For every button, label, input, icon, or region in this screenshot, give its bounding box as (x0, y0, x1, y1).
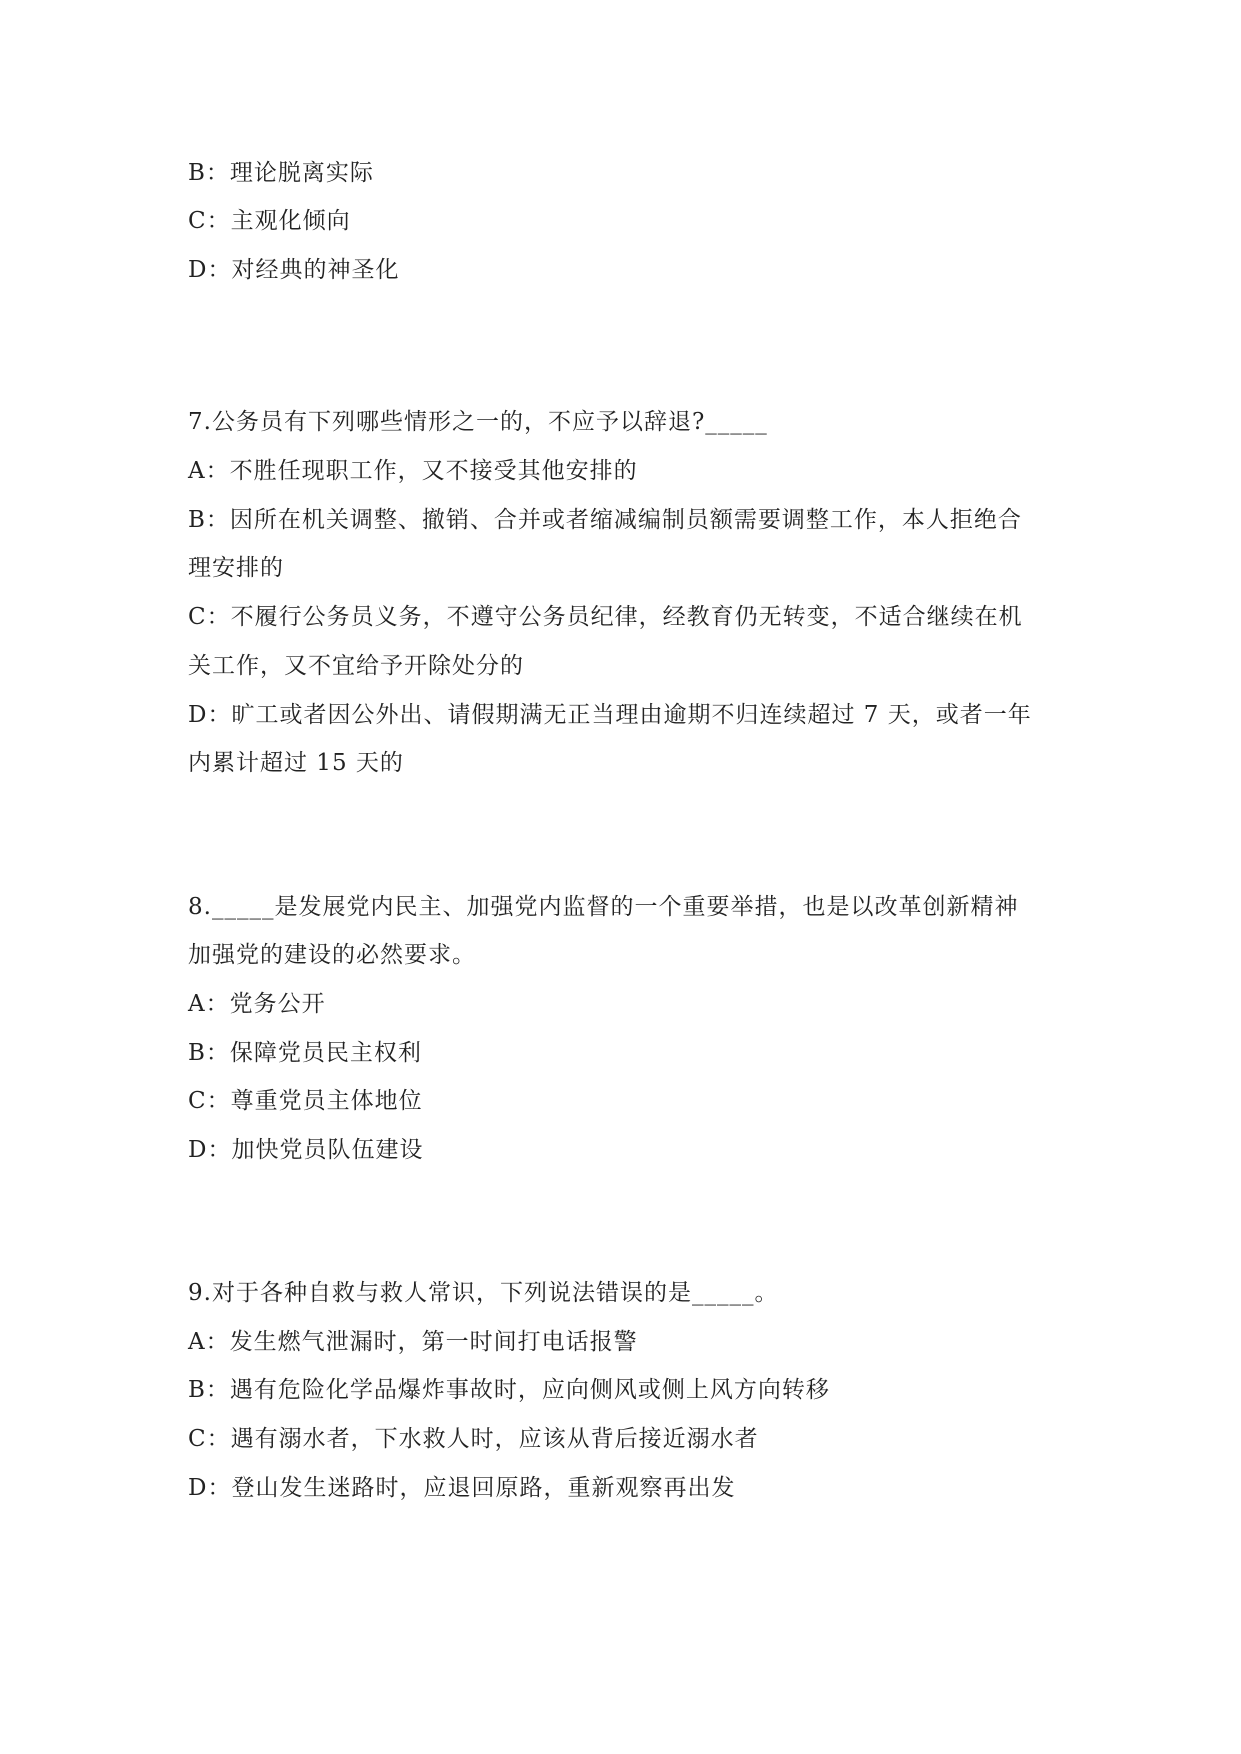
q8-option-a: A：党务公开 (188, 991, 326, 1017)
q9-option-b: B：遇有危险化学品爆炸事故时，应向侧风或侧上风方向转移 (188, 1377, 830, 1403)
q8-stem-cont: 加强党的建设的必然要求。 (188, 942, 476, 968)
q8-option-c: C：尊重党员主体地位 (188, 1088, 423, 1114)
q7-option-c-cont: 关工作，又不宜给予开除处分的 (188, 653, 524, 679)
q8-option-b: B：保障党员民主权利 (188, 1040, 422, 1066)
q6-option-c: C：主观化倾向 (188, 208, 351, 234)
q9-option-c: C：遇有溺水者，下水救人时，应该从背后接近溺水者 (188, 1426, 759, 1452)
q7-option-d: D：旷工或者因公外出、请假期满无正当理由逾期不归连续超过 7 天，或者一年 (188, 702, 1032, 728)
q7-option-b-cont: 理安排的 (188, 555, 284, 581)
q7-option-c: C：不履行公务员义务，不遵守公务员纪律，经教育仍无转变，不适合继续在机 (188, 604, 1023, 630)
q7-option-d-cont: 内累计超过 15 天的 (188, 750, 404, 776)
q9-stem: 9.对于各种自救与救人常识，下列说法错误的是_____。 (188, 1280, 779, 1306)
q9-option-d: D：登山发生迷路时，应退回原路，重新观察再出发 (188, 1475, 736, 1501)
q7-option-b: B：因所在机关调整、撤销、合并或者缩减编制员额需要调整工作，本人拒绝合 (188, 507, 1022, 533)
q9-option-a: A：发生燃气泄漏时，第一时间打电话报警 (188, 1329, 638, 1355)
q6-option-d: D：对经典的神圣化 (188, 257, 400, 283)
q7-option-a: A：不胜任现职工作，又不接受其他安排的 (188, 458, 638, 484)
q8-stem: 8._____是发展党内民主、加强党内监督的一个重要举措，也是以改革创新精神 (188, 894, 1019, 920)
q6-option-b: B：理论脱离实际 (188, 160, 374, 186)
q7-stem: 7.公务员有下列哪些情形之一的，不应予以辞退?_____ (188, 409, 768, 435)
q8-option-d: D：加快党员队伍建设 (188, 1137, 424, 1163)
